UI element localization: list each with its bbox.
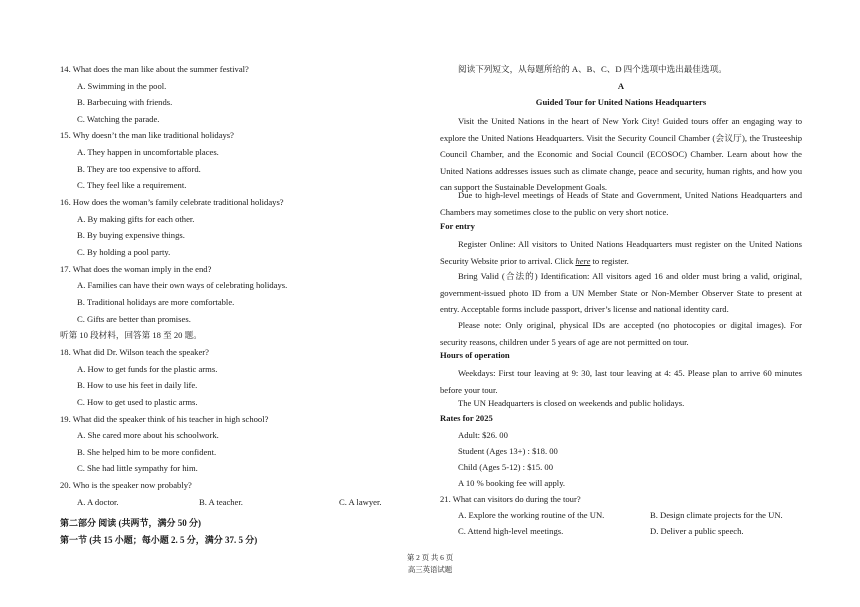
q16-option-a: A. By making gifts for each other. [77, 214, 195, 224]
exam-name: 高三英语试题 [407, 565, 453, 574]
rate-adult: Adult: $26. 00 [458, 430, 508, 440]
part-two-heading: 第二部分 阅读 (共两节，满分 50 分) [60, 518, 201, 528]
paragraph-intro: Visit the United Nations in the heart of New York City! Guided tours offer an engaging way to explore the United Nations Headquarters. Visit the Security Council Chamber (会议厅), the Trusteeship Council Chamber, and the Economic and Social Council (ECOSOC) Chamber. Learn about how the United Nations addresses issues such as climate change, peace and security, human rights, and how you can support the Sustainable Development Goals. [440, 116, 802, 192]
q19-option-c: C. She had little sympathy for him. [77, 463, 198, 473]
register-here-link[interactable]: here [575, 255, 591, 266]
heading-for-entry: For entry [440, 221, 475, 231]
q19-option-a: A. She cared more about his schoolwork. [77, 430, 219, 440]
passage-letter: A [617, 81, 625, 91]
q21-stem: 21. What can visitors do during the tour? [440, 494, 581, 504]
q20-option-a: A. A doctor. [77, 497, 119, 507]
q17-option-b: B. Traditional holidays are more comfortable. [77, 297, 235, 307]
q18-option-a: A. How to get funds for the plastic arms. [77, 364, 218, 374]
reading-instruction: 阅读下列短文，从每题所给的 A、B、C、D 四个选项中选出最佳选项。 [458, 64, 727, 74]
q18-option-c: C. How to get used to plastic arms. [77, 397, 198, 407]
heading-rates: Rates for 2025 [440, 413, 493, 423]
heading-hours: Hours of operation [440, 350, 510, 360]
q15-option-c: C. They feel like a requirement. [77, 180, 187, 190]
q20-option-b: B. A teacher. [199, 497, 243, 507]
q21-option-b: B. Design climate projects for the UN. [650, 510, 783, 520]
q17-option-c: C. Gifts are better than promises. [77, 314, 191, 324]
paragraph-closure-notice: Due to high-level meetings of Heads of State and Government, United Nations Headquarters and Chambers may sometimes close to the public on very short notice. [440, 190, 802, 217]
q16-option-b: B. By buying expensive things. [77, 230, 185, 240]
paragraph-closed-weekends: The UN Headquarters is closed on weekends and public holidays. [458, 398, 685, 408]
paragraph-please-note: Please note: Only original, physical IDs are accepted (no photocopies or digital images). For security reasons, children under 5 years of age are not permitted on tour. [440, 320, 802, 347]
paragraph-register-online [440, 236, 802, 269]
q21-option-d: D. Deliver a public speech. [650, 526, 744, 536]
q14-stem: 14. What does the man like about the summer festival? [60, 64, 249, 74]
q20-option-c: C. A lawyer. [339, 497, 382, 507]
q15-option-a: A. They happen in uncomfortable places. [77, 147, 219, 157]
q18-stem: 18. What did Dr. Wilson teach the speaker? [60, 347, 209, 357]
q14-option-b: B. Barbecuing with friends. [77, 97, 173, 107]
rate-student: Student (Ages 13+) : $18. 00 [458, 446, 558, 456]
q21-option-c: C. Attend high-level meetings. [458, 526, 564, 536]
booking-fee-note: A 10 % booking fee will apply. [458, 478, 566, 488]
material-10-heading: 听第 10 段材料，回答第 18 至 20 题。 [60, 330, 202, 340]
q19-option-b: B. She helped him to be more confident. [77, 447, 217, 457]
q18-option-b: B. How to use his feet in daily life. [77, 380, 198, 390]
register-text-end: to register. [590, 255, 629, 266]
q15-stem: 15. Why doesn’t the man like traditional holidays? [60, 130, 234, 140]
q15-option-b: B. They are too expensive to afford. [77, 164, 201, 174]
q21-option-a: A. Explore the working routine of the UN. [458, 510, 605, 520]
page-number: 第 2 页 共 6 页 [406, 553, 454, 562]
passage-title: Guided Tour for United Nations Headquarters [535, 97, 707, 107]
q17-option-a: A. Families can have their own ways of celebrating holidays. [77, 280, 288, 290]
q14-option-c: C. Watching the parade. [77, 114, 160, 124]
q16-stem: 16. How does the woman’s family celebrate traditional holidays? [60, 197, 284, 207]
q14-option-a: A. Swimming in the pool. [77, 81, 167, 91]
paragraph-identification: Bring Valid (合法的) Identification: All visitors aged 16 and older must bring a valid, original, government-issued photo ID from a UN Member State or Non-Member Observer State to present at entry. Acceptable forms include passport, driver’s license and national identity card. [440, 271, 802, 314]
q16-option-c: C. By holding a pool party. [77, 247, 171, 257]
register-text-start: Register Online: All visitors to United Nations Headquarters must register on the United Nations Security Website prior to arrival. Click [440, 239, 802, 266]
q17-stem: 17. What does the woman imply in the end? [60, 264, 212, 274]
q19-stem: 19. What did the speaker think of his teacher in high school? [60, 414, 269, 424]
paragraph-weekdays: Weekdays: First tour leaving at 9: 30, last tour leaving at 4: 45. Please plan to arrive 60 minutes before your tour. [440, 368, 802, 395]
section-one-heading: 第一节 (共 15 小题；每小题 2. 5 分，满分 37. 5 分) [60, 535, 258, 545]
q20-stem: 20. Who is the speaker now probably? [60, 480, 192, 490]
rate-child: Child (Ages 5-12) : $15. 00 [458, 462, 554, 472]
